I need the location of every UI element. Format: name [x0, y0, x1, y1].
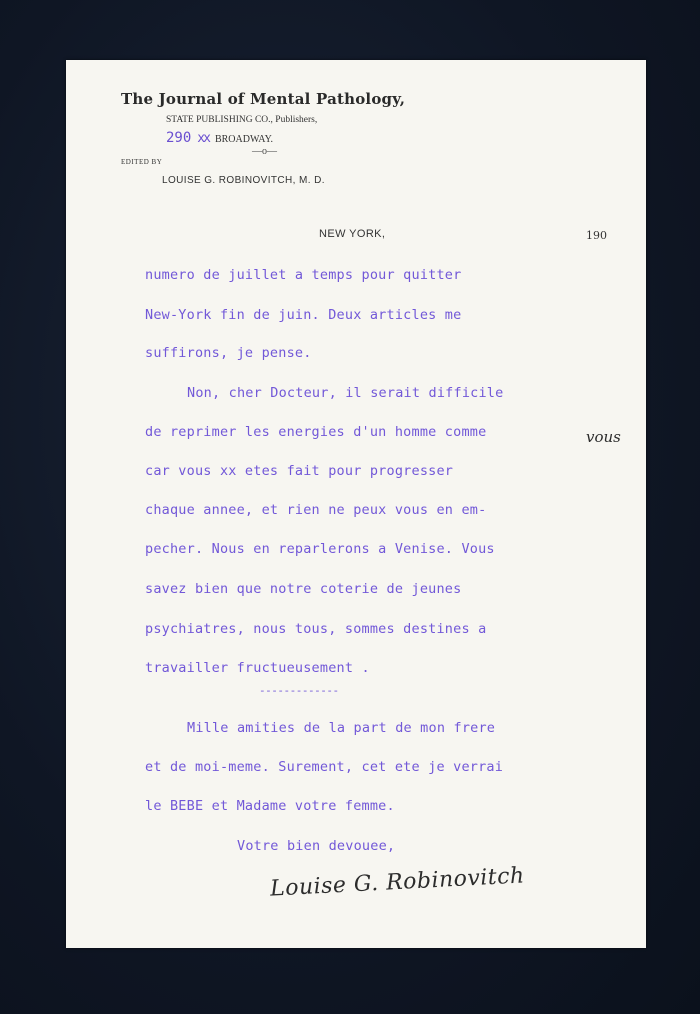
letter-line: numero de juillet a temps pour quitter	[145, 267, 462, 283]
letter-line: car vous xx etes fait pour progresser	[145, 463, 454, 479]
dateline-city: NEW YORK,	[319, 228, 386, 240]
letter-line: le BEBE et Madame votre femme.	[145, 798, 395, 814]
handwritten-signature: Louise G. Robinovitch	[269, 863, 526, 902]
letter-line: psychiatres, nous tous, sommes destines a	[145, 621, 487, 637]
editor-name: LOUISE G. ROBINOVITCH, M. D.	[162, 175, 325, 186]
ornament-divider: —o—	[252, 146, 277, 157]
letter-line: chaque annee, et rien ne peux vous en em-	[145, 502, 487, 518]
handwritten-insert: vous	[586, 428, 621, 446]
edited-by-label: EDITED BY	[121, 158, 163, 166]
dateline-year: 190	[586, 229, 607, 242]
letter-line: Non, cher Docteur, il serait difficile	[187, 385, 504, 401]
address-line	[166, 130, 273, 146]
letter-line: savez bien que notre coterie de jeunes	[145, 581, 462, 597]
closing-line: Votre bien devouee,	[237, 838, 396, 854]
journal-title: The Journal of Mental Pathology,	[121, 90, 406, 108]
typed-divider: -------------	[259, 684, 339, 697]
address-number: 290	[166, 130, 192, 146]
publisher-line: STATE PUBLISHING CO., Publishers,	[166, 115, 318, 125]
letter-line: New-York fin de juin. Deux articles me	[145, 307, 462, 323]
address-street: BROADWAY.	[214, 134, 274, 145]
letter-line: de reprimer les energies d'un homme comme	[145, 424, 487, 440]
letter-line: pecher. Nous en reparlerons a Venise. Vous	[145, 541, 495, 557]
letter-line: travailler fructueusement .	[145, 660, 370, 676]
letter-line: et de moi-meme. Surement, cet ete je verrai	[145, 759, 504, 775]
letter-page	[66, 60, 646, 948]
letter-line: Mille amities de la part de mon frere	[187, 720, 496, 736]
struck-characters: xx	[197, 131, 209, 146]
letter-line: suffirons, je pense.	[145, 345, 312, 361]
